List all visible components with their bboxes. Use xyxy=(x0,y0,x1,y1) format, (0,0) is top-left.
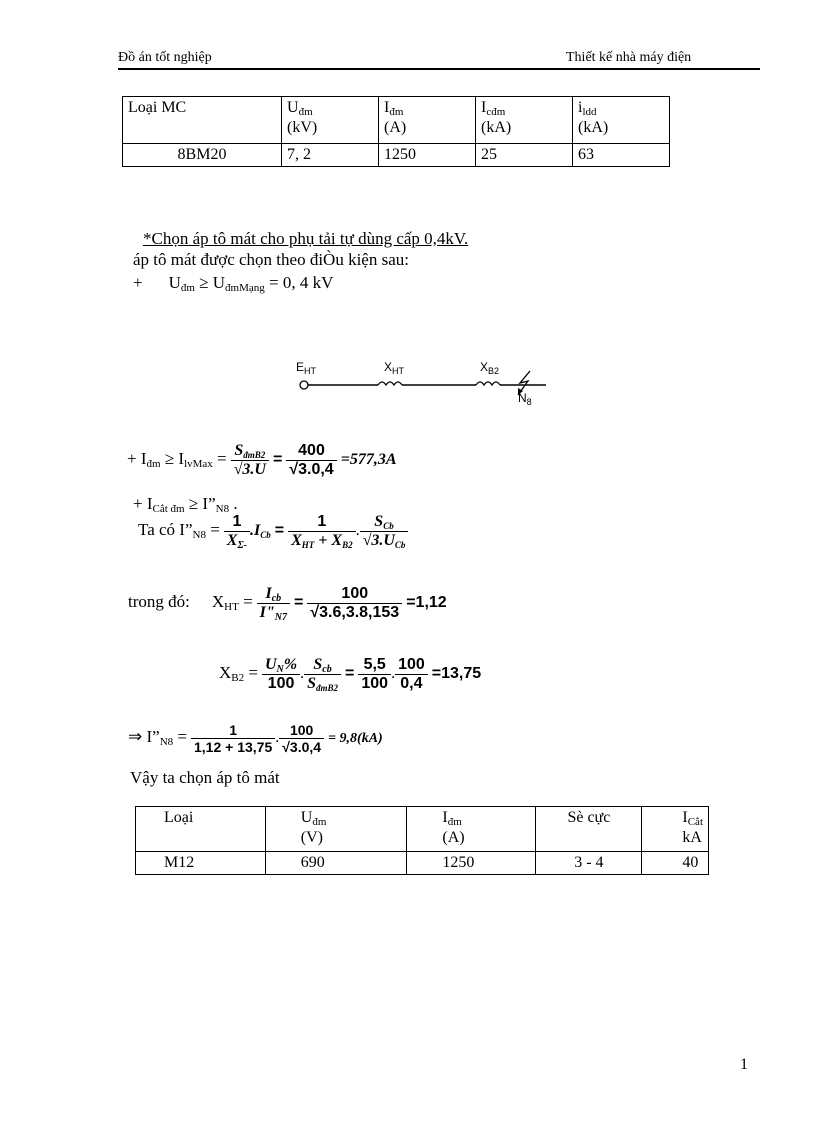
equation-result-in8: ⇒ $I”_{N8}$ = $\frac{1}{1,12 + 13,75}$ . $\frac{100}{√3.0,4}$ = 9,8(kA) xyxy=(128,722,383,755)
header-cell: $I_{đm}$ (A) xyxy=(379,97,476,144)
circuit-breaker-choice-table xyxy=(135,806,709,875)
source-node xyxy=(300,381,308,389)
circuit-breaker-table xyxy=(122,96,670,167)
table-cell: 25 xyxy=(476,144,573,167)
fraction: $\frac{U_N\%}{100}$ xyxy=(262,656,300,693)
fraction: $\frac{1}{X_{HT} + X_{B2}}$ xyxy=(288,513,355,550)
table-cell: 1250 xyxy=(407,852,536,875)
header-cell: Loại MC xyxy=(123,97,282,144)
reactance-xb2 xyxy=(476,382,500,385)
fraction: $\frac{100}{√3.0,4}$ xyxy=(279,722,324,755)
fraction: $\frac{S_{cb}}{S_{đmB2}}$ xyxy=(304,656,341,693)
header-cell: $U_{đm}$ (kV) xyxy=(282,97,379,144)
header-cell: $i_{ldd}$ (kA) xyxy=(573,97,670,144)
equation-in8: Ta có $I”_{N8}$ = $\frac{1}{X_{\Sigma-}}$ $.I_{Cb}$ = $\frac{1}{X_{HT} + X_{B2}}$ . $\frac{S_{Cb}}{√3.U_{Cb}}$ xyxy=(138,513,408,550)
header-cell: $I_{cđm}$ (kA) xyxy=(476,97,573,144)
reactance-xht xyxy=(378,382,402,385)
table-cell: 7, 2 xyxy=(282,144,379,167)
fraction: $\frac{100}{0,4}$ xyxy=(395,656,428,693)
fraction: $\frac{5,5}{100}$ xyxy=(358,656,391,693)
table-header-row xyxy=(136,807,709,852)
header-cell: Sè cực xyxy=(536,807,642,852)
equation-icat: + $I_{Cắt đm}$ ≥ $I”_{N8}$ . xyxy=(133,494,238,515)
table-row xyxy=(136,852,709,875)
label-xht: $X_{HT}$ xyxy=(384,360,405,376)
table-cell: 8BM20 xyxy=(123,144,282,167)
condition-intro: áp tô mát được chọn theo điÒu kiện sau: xyxy=(133,250,409,269)
header-cell: $U_{đm}$ (V) xyxy=(265,807,407,852)
table-cell: 40 xyxy=(642,852,709,875)
header-cell: Loại xyxy=(136,807,266,852)
fraction: $\frac{1}{1,12 + 13,75}$ xyxy=(191,722,275,755)
label-n8: $N_8$ xyxy=(518,391,532,407)
header-right: Thiết kế nhà máy điện xyxy=(566,50,692,65)
equation-xht: trong đó: $X_{HT}$ = $\frac{I_{cb}}{I"_{N7}}$ = $\frac{100}{√3.6,3.8,153}$ =1,12 xyxy=(128,585,447,623)
header-cell: $I_{Cắt}$ kA xyxy=(642,807,709,852)
table-cell: M12 xyxy=(136,852,266,875)
condition-1: + $U_{đm} \ge U_{đmMạng} = 0$, 4 kV xyxy=(133,273,334,294)
table-cell: 63 xyxy=(573,144,670,167)
table-row xyxy=(123,144,670,167)
section-title: *Chọn áp tô mát cho phụ tải tự dùng cấp 0,4kV. xyxy=(143,229,469,248)
table-cell: 3 - 4 xyxy=(536,852,642,875)
header-cell: $I_{đm}$ (A) xyxy=(407,807,536,852)
fraction: $\frac{400}{√3.0,4}$ xyxy=(286,442,336,479)
fraction: $\frac{S_{đmB2}}{√3.U}$ xyxy=(231,442,269,479)
table-header-row xyxy=(123,97,670,144)
label-xb2: $X_{B2}$ xyxy=(480,360,500,376)
equivalent-circuit-diagram xyxy=(290,355,560,415)
equation-xb2: $X_{B2}$ = $\frac{U_N\%}{100}$ . $\frac{S_{cb}}{S_{đmB2}}$ = $\frac{5,5}{100}$ . $\frac{100}{0,4}$ =13,75 xyxy=(219,656,482,693)
fraction: $\frac{S_{Cb}}{√3.U_{Cb}}$ xyxy=(360,513,409,550)
choice-text: Vậy ta chọn áp tô mát xyxy=(130,768,280,787)
table-cell: 1250 xyxy=(379,144,476,167)
fraction: $\frac{100}{√3.6,3.8,153}$ xyxy=(307,585,402,622)
fraction: $\frac{I_{cb}}{I"_{N7}}$ xyxy=(257,585,290,622)
page-number: 1 xyxy=(740,1056,748,1073)
fraction: $\frac{1}{X_{\Sigma-}}$ xyxy=(224,513,250,550)
label-eht: $E_{HT}$ xyxy=(296,360,317,376)
header-left: Đồ án tốt nghiệp xyxy=(118,50,212,65)
equation-idm: + $I_{đm} \ge I_{lvMax}$ = $\frac{S_{đmB2}}{√3.U}$ = $\frac{400}{√3.0,4}$ =577,3A xyxy=(127,442,397,478)
table-cell: 690 xyxy=(265,852,407,875)
header-rule xyxy=(118,68,760,70)
